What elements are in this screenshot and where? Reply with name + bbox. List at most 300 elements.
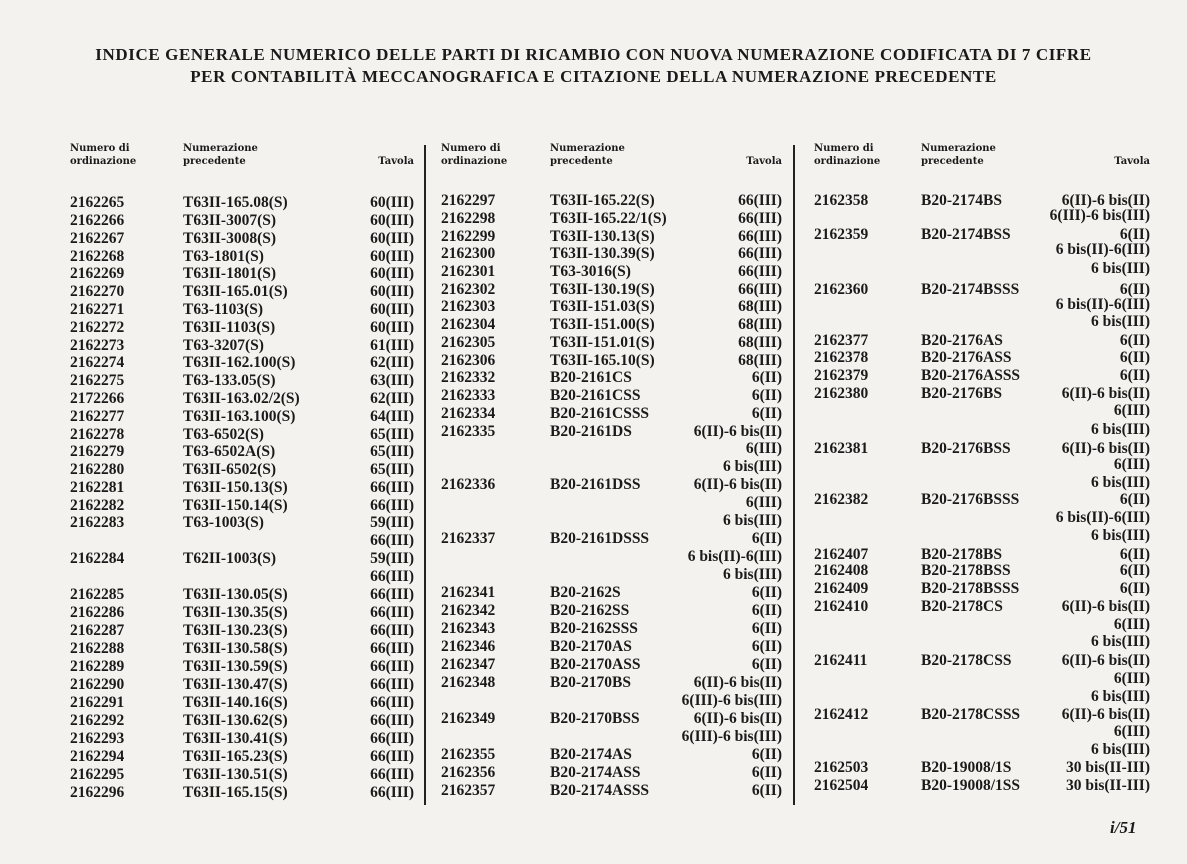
table-row: [70, 748, 414, 766]
tavola-cell: 6 bis(III): [722, 458, 782, 475]
tavola-cell: 65(III): [370, 443, 414, 460]
table-row: [441, 334, 782, 352]
tavola-cell: 6(II): [751, 746, 782, 763]
table-row: [814, 296, 1150, 314]
header-numero-line1: Numero di: [441, 143, 501, 154]
tavola-cell: 66(III): [370, 640, 414, 657]
numero-cell: 2162504: [814, 777, 869, 794]
table-row: [441, 656, 782, 674]
table-row: [814, 598, 1150, 616]
table-row: [70, 194, 414, 212]
index-column-2: [441, 0, 782, 864]
numero-cell: 2162377: [814, 332, 869, 349]
numerazione-cell: B20-2161CSSS: [550, 405, 650, 422]
numero-cell: 2162300: [441, 245, 496, 262]
table-row: [814, 402, 1150, 420]
table-row: [441, 352, 782, 370]
numero-cell: 2162347: [441, 656, 496, 673]
numero-cell: 2162265: [70, 194, 125, 211]
tavola-cell: 66(III): [370, 604, 414, 621]
numerazione-cell: T63II-3007(S): [183, 212, 277, 229]
table-row: [70, 532, 414, 550]
tavola-cell: 6(III): [1113, 670, 1150, 687]
table-row: [70, 730, 414, 748]
numero-cell: 2162279: [70, 443, 125, 460]
tavola-cell: 6(II): [751, 530, 782, 547]
numerazione-cell: T63II-1801(S): [183, 265, 277, 282]
table-row: [814, 385, 1150, 403]
tavola-cell: 66(III): [370, 712, 414, 729]
header-tavola: Tavola: [746, 156, 782, 167]
numerazione-cell: T63-133.05(S): [183, 372, 276, 389]
tavola-cell: 6(III): [1113, 456, 1150, 473]
tavola-cell: 6(II): [751, 369, 782, 386]
tavola-cell: 6(II)-6 bis(II): [693, 476, 782, 493]
tavola-cell: 6 bis(II)-6(III): [1055, 509, 1150, 526]
numerazione-cell: B20-2174BS: [921, 192, 1002, 209]
table-row: [441, 210, 782, 228]
numerazione-cell: T63II-150.13(S): [183, 479, 288, 496]
numerazione-cell: T63-6502A(S): [183, 443, 276, 460]
tavola-cell: 68(III): [738, 352, 782, 369]
numero-cell: 2162292: [70, 712, 125, 729]
numero-cell: 2162274: [70, 354, 125, 371]
tavola-cell: 6(II): [1119, 349, 1150, 366]
table-row: [441, 192, 782, 210]
numero-cell: 2162297: [441, 192, 496, 209]
numerazione-cell: B20-2176BSS: [921, 440, 1011, 457]
tavola-cell: 6(II): [1119, 367, 1150, 384]
table-row: [814, 509, 1150, 527]
tavola-cell: 66(III): [370, 568, 414, 585]
numerazione-cell: B20-2162SSS: [550, 620, 638, 637]
tavola-cell: 60(III): [370, 319, 414, 336]
numero-cell: 2162277: [70, 408, 125, 425]
table-row: [814, 474, 1150, 492]
table-row: [70, 622, 414, 640]
numerazione-cell: T63II-162.100(S): [183, 354, 296, 371]
tavola-cell: 6 bis(III): [722, 512, 782, 529]
table-row: [70, 497, 414, 515]
numero-cell: 2162299: [441, 228, 496, 245]
numero-cell: 2162332: [441, 369, 496, 386]
numerazione-cell: B20-2170BSS: [550, 710, 640, 727]
table-row: [70, 766, 414, 784]
numerazione-cell: B20-2161DSSS: [550, 530, 650, 547]
table-row: [814, 741, 1150, 759]
table-row: [441, 620, 782, 638]
numero-cell: 2162294: [70, 748, 125, 765]
table-row: [814, 527, 1150, 545]
numerazione-cell: T63II-130.58(S): [183, 640, 288, 657]
numero-cell: 2162296: [70, 784, 125, 801]
tavola-cell: 61(III): [370, 337, 414, 354]
numerazione-cell: B20-2174BSSS: [921, 281, 1020, 298]
table-row: [814, 777, 1150, 795]
table-row: [70, 461, 414, 479]
numero-cell: 2162342: [441, 602, 496, 619]
index-column-3: [814, 0, 1150, 864]
tavola-cell: 6(III): [1113, 402, 1150, 419]
tavola-cell: 6(II): [751, 782, 782, 799]
numerazione-cell: T63II-130.41(S): [183, 730, 288, 747]
numero-cell: 2162348: [441, 674, 496, 691]
table-row: [441, 728, 782, 746]
tavola-cell: 6 bis(III): [722, 566, 782, 583]
numero-cell: 2162356: [441, 764, 496, 781]
numero-cell: 2162357: [441, 782, 496, 799]
numerazione-cell: T63II-163.02/2(S): [183, 390, 300, 407]
numerazione-cell: B20-2176AS: [921, 332, 1003, 349]
column-divider-1: [424, 145, 426, 805]
numero-cell: 2162355: [441, 746, 496, 763]
tavola-cell: 6(II)-6 bis(II): [693, 710, 782, 727]
numerazione-cell: T63II-130.13(S): [550, 228, 655, 245]
table-row: [441, 530, 782, 548]
numerazione-cell: B20-2176BS: [921, 385, 1002, 402]
numerazione-cell: T63II-165.22(S): [550, 192, 655, 209]
numero-cell: 2162304: [441, 316, 496, 333]
numerazione-cell: T63II-1103(S): [183, 319, 276, 336]
tavola-cell: 66(III): [370, 497, 414, 514]
numero-cell: 2162267: [70, 230, 125, 247]
column-divider-2: [793, 145, 795, 805]
tavola-cell: 68(III): [738, 334, 782, 351]
table-row: [70, 640, 414, 658]
numero-cell: 2162303: [441, 298, 496, 315]
table-row: [70, 479, 414, 497]
numerazione-cell: B20-2162SS: [550, 602, 630, 619]
tavola-cell: 66(III): [370, 694, 414, 711]
table-row: [441, 494, 782, 512]
tavola-cell: 6 bis(III): [1090, 633, 1150, 650]
numerazione-cell: B20-2176ASSS: [921, 367, 1021, 384]
table-row: [70, 265, 414, 283]
numero-cell: 2162290: [70, 676, 125, 693]
table-row: [441, 566, 782, 584]
index-column-1: [70, 0, 414, 864]
page-number: i/51: [1110, 818, 1137, 837]
header-numerazione-line1: Numerazione: [921, 143, 996, 154]
tavola-cell: 66(III): [370, 784, 414, 801]
tavola-cell: 66(III): [370, 676, 414, 693]
table-row: [441, 512, 782, 530]
numerazione-cell: B20-2161CS: [550, 369, 632, 386]
table-row: [814, 562, 1150, 580]
table-row: [441, 548, 782, 566]
title-line-1: INDICE GENERALE NUMERICO DELLE PARTI DI RICAMBIO CON NUOVA NUMERAZIONE CODIFICATA DI 7 CIFRE: [95, 45, 1092, 64]
header-numerazione-line2: precedente: [183, 156, 246, 167]
numerazione-cell: T63II-165.15(S): [183, 784, 288, 801]
numerazione-cell: B20-2176ASS: [921, 349, 1012, 366]
table-row: [814, 616, 1150, 634]
table-row: [70, 354, 414, 372]
table-row: [70, 230, 414, 248]
table-row: [814, 670, 1150, 688]
table-row: [441, 369, 782, 387]
tavola-cell: 64(III): [370, 408, 414, 425]
table-row: [441, 674, 782, 692]
numero-cell: 2162287: [70, 622, 125, 639]
header-numerazione-line2: precedente: [921, 156, 984, 167]
tavola-cell: 66(III): [738, 281, 782, 298]
tavola-cell: 6 bis(III): [1090, 474, 1150, 491]
header-numero-line1: Numero di: [814, 143, 874, 154]
table-row: [70, 443, 414, 461]
numerazione-cell: B20-2178CS: [921, 598, 1003, 615]
table-row: [814, 723, 1150, 741]
numerazione-cell: T63II-165.22/1(S): [550, 210, 667, 227]
numero-cell: 2162379: [814, 367, 869, 384]
numero-cell: 2162269: [70, 265, 125, 282]
table-row: [70, 212, 414, 230]
numero-cell: 2162301: [441, 263, 496, 280]
tavola-cell: 6(III): [745, 440, 782, 457]
numero-cell: 2162343: [441, 620, 496, 637]
header-numero-line2: ordinazione: [70, 156, 137, 167]
table-row: [70, 319, 414, 337]
table-row: [441, 423, 782, 441]
table-row: [814, 706, 1150, 724]
numero-cell: 2162382: [814, 491, 869, 508]
numero-cell: 2162335: [441, 423, 496, 440]
numero-cell: 2162336: [441, 476, 496, 493]
numerazione-cell: T63II-140.16(S): [183, 694, 288, 711]
tavola-cell: 63(III): [370, 372, 414, 389]
tavola-cell: 59(III): [370, 514, 414, 531]
table-row: [70, 337, 414, 355]
numero-cell: 2162268: [70, 248, 125, 265]
numero-cell: 2162275: [70, 372, 125, 389]
tavola-cell: 6(II): [1119, 491, 1150, 508]
table-row: [814, 652, 1150, 670]
tavola-cell: 66(III): [370, 622, 414, 639]
table-row: [441, 782, 782, 800]
table-row: [70, 514, 414, 532]
numerazione-cell: T63II-165.10(S): [550, 352, 655, 369]
table-row: [814, 456, 1150, 474]
numero-cell: 2162281: [70, 479, 125, 496]
numerazione-cell: T63II-130.39(S): [550, 245, 655, 262]
numerazione-cell: T63II-151.00(S): [550, 316, 655, 333]
numero-cell: 2162358: [814, 192, 869, 209]
numero-cell: 2162273: [70, 337, 125, 354]
table-row: [70, 248, 414, 266]
header-numerazione-line1: Numerazione: [550, 143, 625, 154]
tavola-cell: 6(II): [751, 764, 782, 781]
tavola-cell: 66(III): [370, 532, 414, 549]
numerazione-cell: T63-3016(S): [550, 263, 631, 280]
table-row: [70, 550, 414, 568]
tavola-cell: 6 bis(II)-6(III): [687, 548, 782, 565]
tavola-cell: 60(III): [370, 301, 414, 318]
tavola-cell: 60(III): [370, 283, 414, 300]
tavola-cell: 6(II): [1119, 332, 1150, 349]
tavola-cell: 6(II): [1119, 580, 1150, 597]
tavola-cell: 6(II)-6 bis(II): [693, 423, 782, 440]
numerazione-cell: T63II-130.51(S): [183, 766, 288, 783]
numerazione-cell: B20-2170BS: [550, 674, 631, 691]
numero-cell: 2162283: [70, 514, 125, 531]
table-row: [814, 759, 1150, 777]
tavola-cell: 6 bis(III): [1090, 421, 1150, 438]
table-row: [70, 712, 414, 730]
numero-cell: 2162272: [70, 319, 125, 336]
tavola-cell: 66(III): [370, 658, 414, 675]
numerazione-cell: T63-1103(S): [183, 301, 264, 318]
numero-cell: 2162280: [70, 461, 125, 478]
numero-cell: 2162349: [441, 710, 496, 727]
tavola-cell: 6(II): [1119, 226, 1150, 243]
numero-cell: 2162409: [814, 580, 869, 597]
tavola-cell: 66(III): [370, 730, 414, 747]
numero-cell: 2162266: [70, 212, 125, 229]
table-row: [70, 372, 414, 390]
numerazione-cell: T63II-3008(S): [183, 230, 277, 247]
table-row: [70, 658, 414, 676]
tavola-cell: 6(II): [1119, 562, 1150, 579]
table-row: [814, 580, 1150, 598]
header-numero-line2: ordinazione: [441, 156, 508, 167]
table-row: [70, 408, 414, 426]
numero-cell: 2162282: [70, 497, 125, 514]
numero-cell: 2162360: [814, 281, 869, 298]
table-row: [814, 332, 1150, 350]
numerazione-cell: B20-2178BSSS: [921, 580, 1020, 597]
column-header: [441, 143, 782, 173]
tavola-cell: 6 bis(II)-6(III): [1055, 296, 1150, 313]
numero-cell: 2162271: [70, 301, 125, 318]
table-row: [70, 283, 414, 301]
tavola-cell: 6 bis(III): [1090, 741, 1150, 758]
tavola-cell: 6(II): [751, 602, 782, 619]
header-numerazione-line1: Numerazione: [183, 143, 258, 154]
table-row: [441, 476, 782, 494]
numerazione-cell: T63-6502(S): [183, 426, 264, 443]
numerazione-cell: T63II-165.01(S): [183, 283, 288, 300]
numerazione-cell: B20-2178CSS: [921, 652, 1012, 669]
table-row: [814, 241, 1150, 259]
table-row: [70, 390, 414, 408]
numero-cell: 2162407: [814, 546, 869, 563]
table-row: [814, 207, 1150, 225]
numerazione-cell: B20-2178BSS: [921, 562, 1011, 579]
numerazione-cell: B20-2174ASSS: [550, 782, 650, 799]
header-numero-line1: Numero di: [70, 143, 130, 154]
numero-cell: 2162270: [70, 283, 125, 300]
numero-cell: 2162411: [814, 652, 868, 669]
numerazione-cell: B20-2161DS: [550, 423, 632, 440]
numerazione-cell: T63II-163.100(S): [183, 408, 296, 425]
table-row: [814, 349, 1150, 367]
numero-cell: 2162408: [814, 562, 869, 579]
tavola-cell: 66(III): [738, 245, 782, 262]
numero-cell: 2162341: [441, 584, 496, 601]
tavola-cell: 6 bis(III): [1090, 313, 1150, 330]
numerazione-cell: T63II-165.08(S): [183, 194, 288, 211]
header-numerazione-line2: precedente: [550, 156, 613, 167]
table-row: [70, 604, 414, 622]
numero-cell: 2162288: [70, 640, 125, 657]
numerazione-cell: T63II-150.14(S): [183, 497, 288, 514]
tavola-cell: 6 bis(II)-6(III): [1055, 241, 1150, 258]
tavola-cell: 68(III): [738, 298, 782, 315]
tavola-cell: 59(III): [370, 550, 414, 567]
tavola-cell: 6 bis(III): [1090, 260, 1150, 277]
table-row: [70, 694, 414, 712]
numerazione-cell: B20-2178BS: [921, 546, 1002, 563]
numero-cell: 2162286: [70, 604, 125, 621]
tavola-cell: 6(III): [745, 494, 782, 511]
numerazione-cell: B20-2174ASS: [550, 764, 641, 781]
tavola-cell: 66(III): [738, 210, 782, 227]
numero-cell: 2162337: [441, 530, 496, 547]
numerazione-cell: T63II-6502(S): [183, 461, 277, 478]
tavola-cell: 6(II): [1119, 281, 1150, 298]
tavola-cell: 6(II)-6 bis(II): [1061, 440, 1150, 457]
numerazione-cell: B20-2178CSSS: [921, 706, 1021, 723]
numero-cell: 2162333: [441, 387, 496, 404]
numero-cell: 2162293: [70, 730, 125, 747]
tavola-cell: 6(II): [751, 387, 782, 404]
numerazione-cell: B20-2162S: [550, 584, 621, 601]
tavola-cell: 60(III): [370, 248, 414, 265]
column-header: [70, 143, 414, 173]
tavola-cell: 65(III): [370, 426, 414, 443]
tavola-cell: 66(III): [370, 479, 414, 496]
numero-cell: 2162284: [70, 550, 125, 567]
table-row: [814, 260, 1150, 278]
header-tavola: Tavola: [378, 156, 414, 167]
tavola-cell: 60(III): [370, 265, 414, 282]
numero-cell: 2162346: [441, 638, 496, 655]
numerazione-cell: T63II-130.59(S): [183, 658, 288, 675]
header-tavola: Tavola: [1114, 156, 1150, 167]
table-row: [814, 688, 1150, 706]
table-row: [814, 421, 1150, 439]
table-row: [70, 586, 414, 604]
table-row: [70, 568, 414, 586]
tavola-cell: 66(III): [738, 192, 782, 209]
numerazione-cell: T63II-130.05(S): [183, 586, 288, 603]
tavola-cell: 66(III): [370, 766, 414, 783]
numero-cell: 2162380: [814, 385, 869, 402]
tavola-cell: 6 bis(III): [1090, 688, 1150, 705]
tavola-cell: 6(II)-6 bis(II): [1061, 192, 1150, 209]
numero-cell: 2162334: [441, 405, 496, 422]
numerazione-cell: T63-3207(S): [183, 337, 264, 354]
tavola-cell: 6(II)-6 bis(II): [1061, 598, 1150, 615]
numerazione-cell: T63II-151.01(S): [550, 334, 655, 351]
table-row: [441, 584, 782, 602]
numero-cell: 2162305: [441, 334, 496, 351]
tavola-cell: 6(II): [751, 638, 782, 655]
numerazione-cell: B20-2170ASS: [550, 656, 641, 673]
numerazione-cell: T63II-130.35(S): [183, 604, 288, 621]
header-numero-line2: ordinazione: [814, 156, 881, 167]
numerazione-cell: B20-2161DSS: [550, 476, 641, 493]
table-row: [441, 440, 782, 458]
tavola-cell: 6(II)-6 bis(II): [1061, 706, 1150, 723]
numerazione-cell: T63II-165.23(S): [183, 748, 288, 765]
numero-cell: 2162291: [70, 694, 125, 711]
numerazione-cell: B20-2174BSS: [921, 226, 1011, 243]
tavola-cell: 60(III): [370, 230, 414, 247]
numero-cell: 2162378: [814, 349, 869, 366]
numerazione-cell: B20-19008/1S: [921, 759, 1012, 776]
numerazione-cell: T63II-130.47(S): [183, 676, 288, 693]
table-row: [814, 491, 1150, 509]
